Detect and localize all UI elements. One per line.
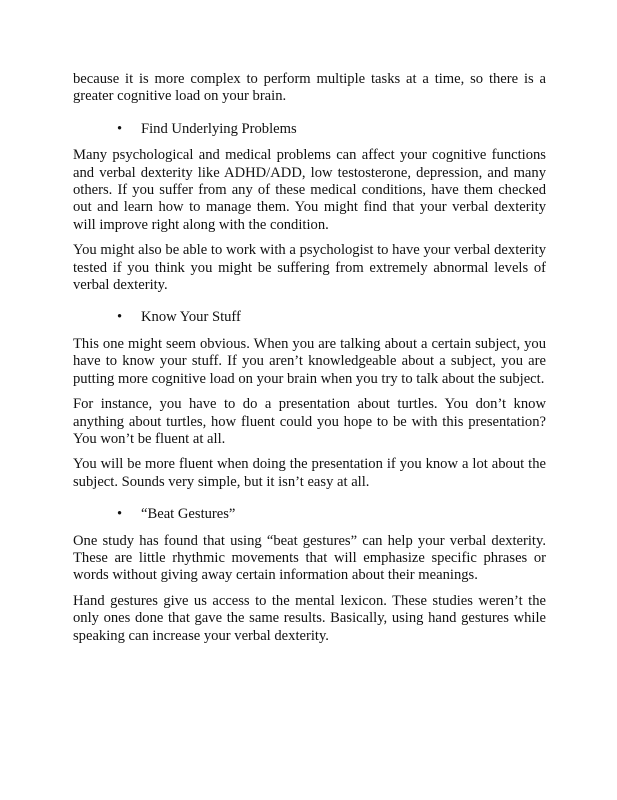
document-page: [73, 71, 546, 653]
paragraph: One study has found that using “beat gestures” can help your verbal dexterity. These are little rhythmic movements that will emphasize specific phrases or words without giving away certain information about their meanings.: [73, 532, 546, 584]
bullet-text: “Beat Gestures”: [141, 506, 236, 523]
bullet-text: Find Underlying Problems: [141, 120, 297, 137]
bullet-item-beat-gestures: [73, 506, 546, 523]
bullet-icon: •: [117, 120, 123, 137]
paragraph: because it is more complex to perform multiple tasks at a time, so there is a greater cognitive load on your brain.: [73, 71, 546, 105]
paragraph: You will be more fluent when doing the presentation if you know a lot about the subject. Sounds very simple, but it isn’t easy at all.: [73, 456, 546, 490]
paragraph: For instance, you have to do a presentation about turtles. You don’t know anything about turtles, how fluent could you hope to be with this presentation? You won’t be fluent at all.: [73, 396, 546, 447]
bullet-item-find-underlying-problems: [73, 121, 546, 138]
paragraph: This one might seem obvious. When you are talking about a certain subject, you have to know your stuff. If you aren’t knowledgeable about a subject, you are putting more cognitive load on your brain when you try to talk about the subject.: [73, 335, 546, 387]
paragraph: Many psychological and medical problems can affect your cognitive functions and verbal dexterity like ADHD/ADD, low testosterone, depression, and many others. If you suffer from any of these medical conditions, have them checked out and learn how to manage them. You might find that your verbal dexterity will improve right along with the condition.: [73, 147, 546, 233]
bullet-icon: •: [117, 309, 123, 326]
bullet-text: Know Your Stuff: [141, 309, 241, 326]
paragraph: You might also be able to work with a psychologist to have your verbal dexterity tested if you think you might be suffering from extremely abnormal levels of verbal dexterity.: [73, 242, 546, 294]
paragraph: Hand gestures give us access to the mental lexicon. These studies weren’t the only ones done that gave the same results. Basically, using hand gestures while speaking can increase your verbal dexterity.: [73, 592, 546, 644]
bullet-icon: •: [117, 506, 123, 523]
bullet-item-know-your-stuff: [73, 309, 546, 326]
